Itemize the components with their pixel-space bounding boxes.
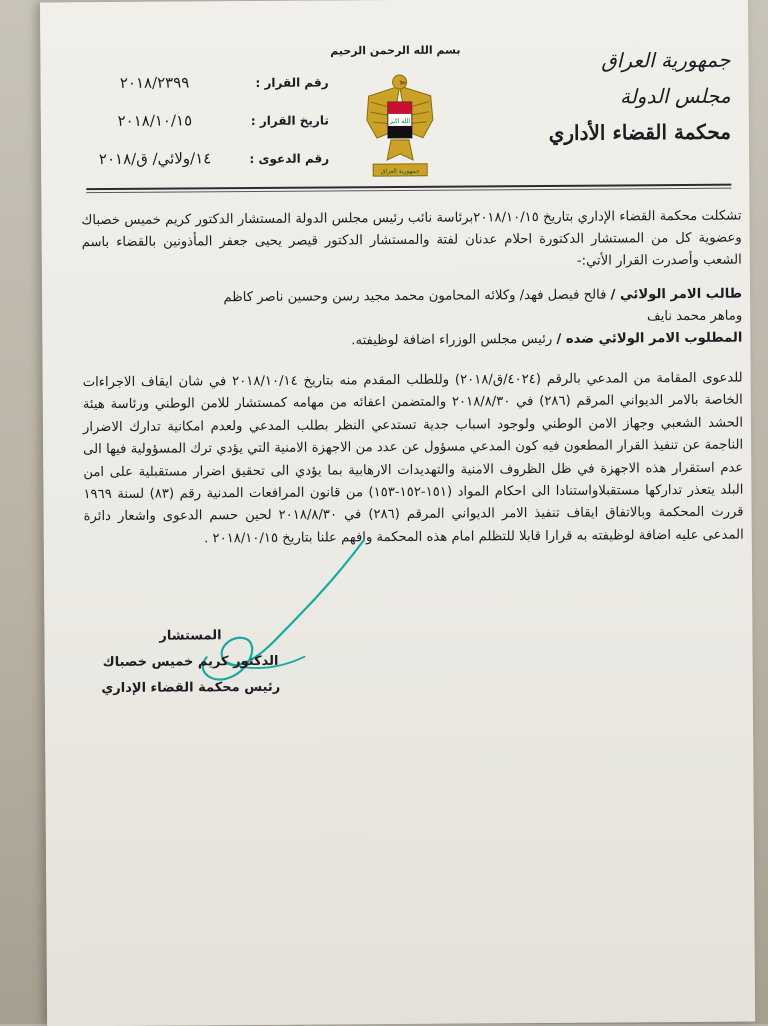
signatory-position: رئيس محكمة القضاء الإداري	[101, 679, 281, 697]
document-page	[40, 0, 755, 1026]
decision-date-row	[69, 110, 329, 150]
iraq-eagle-emblem-icon	[362, 68, 437, 201]
court-composition-paragraph: تشكلت محكمة القضاء الإداري بتاريخ ٢٠١٨/١٠/١٥برئاسة نائب رئيس مجلس الدولة المستشار الدكتور كريم خميس خصباك وعضوية كل من المستشار الدكتورة احلام عدنان لفتة والمستشار الدكتور قيصر يحيى جعفر المأذونين بالقضاء باسم الشعب وأصدرت القرار الأتي:-	[81, 208, 742, 269]
decision-number-row	[69, 72, 329, 112]
case-number-row	[69, 148, 329, 188]
respondent-text: رئيس مجلس الوزراء اضافة لوظيفته.	[351, 331, 553, 349]
svg-text:جمهورية العراق: جمهورية العراق	[380, 167, 420, 176]
council-name: مجلس الدولة	[619, 83, 731, 109]
decision-paragraph: للدعوى المقامة من المدعي بالرقم (٤٠٢٤/ق/٢٠١٨) وللطلب المقدم منه بتاريخ ٢٠١٨/١٠/١٤ في شان ايقاف الاجراءات الخاصة بالامر الديواني المرقم (٢٨٦) في ٢٠١٨/٨/٣٠ والمتضمن اعفائه من مهامه كمستشار للامن الوطني ورئاسة هيئة الحشد الشعبي وجهاز الامن الوطني ولوجود اسباب جدية تستدعي النظر بطلب المدعي ولعدم امكانية تدارك الاضرار الناجمة عن تنفيذ القرار المطعون فيه كون المدعي مسؤول عن عدد من الاجهزة الامنية التي يؤدي ترك المسؤولية فيها الى عدم استقرار هذه الاجهزة في ظل الظروف الامنية والتهديدات الارهابية بما يؤدي الى تحقيق اضرار مستقبلية على امن البلد يتعذر تداركها مستقبلاواستنادا الى احكام المواد (١٥١-١٥٢-١٥٣) من قانون المرافعات المدنية رقم (٨٣) لسنة ١٩٦٩ قررت المحكمة وبالاتفاق ايقاف تنفيذ الامر الديواني المرقم (٢٨٦) في ٢٠١٨/٨/٣٠ لحين حسم الدعوى واشعار دائرة المدعى عليه اضافة لوظيفته به قرارا قابلا للتظلم امام هذه المحكمة وافهم علنا بتاريخ ٢٠١٨/١٠/١٥ .	[82, 370, 744, 547]
decision-date-value: ٢٠١٨/١٠/١٥	[117, 111, 193, 130]
applicant-text-continued: وماهر محمد نايف	[646, 308, 743, 325]
signatory-name: الدكتور كريم خميس خصباك	[102, 653, 279, 671]
decision-number-label: رقم القرار :	[255, 75, 329, 90]
svg-text:الله اكبر: الله اكبر	[389, 117, 410, 126]
issuer-heading	[540, 42, 731, 145]
decision-number-value: ٢٠١٨/٢٣٩٩	[119, 73, 190, 92]
signature-block	[80, 623, 301, 703]
decision-metadata	[69, 72, 330, 188]
republic-name: جمهورية العراق	[601, 47, 731, 73]
case-number-value: ١٤/ولائي/ ق/٢٠١٨	[98, 149, 212, 169]
case-number-label: رقم الدعوى :	[249, 151, 330, 167]
applicant-text: فالح فيصل فهد/ وكلائه المحامون محمد مجيد رسن وحسين ناصر كاظم	[223, 287, 607, 306]
bismillah: بسم الله الرحمن الرحيم	[330, 43, 461, 58]
decision-date-label: تاريخ القرار :	[250, 113, 329, 129]
applicant-label: طالب الامر الولائي /	[610, 286, 743, 303]
signatory-title: المستشار	[159, 628, 222, 644]
court-name: محكمة القضاء الأداري	[548, 119, 732, 145]
respondent-line	[82, 328, 742, 355]
respondent-label: المطلوب الامر الولائي ضده /	[556, 330, 743, 347]
